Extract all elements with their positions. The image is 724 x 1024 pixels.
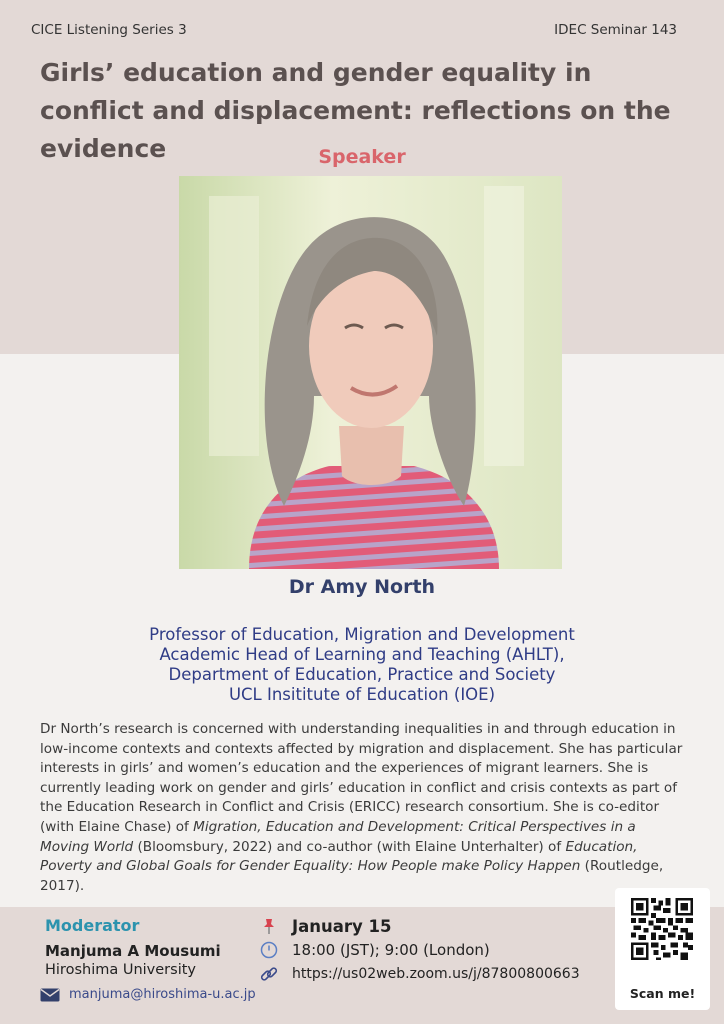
- pushpin-icon: [258, 916, 280, 936]
- moderator-email[interactable]: [40, 987, 256, 1002]
- mail-icon: [40, 988, 60, 1002]
- moderator-university: Hiroshima University: [45, 962, 196, 978]
- affiliation-line: Professor of Education, Migration and Development: [149, 625, 575, 644]
- speaker-name: Dr Amy North: [288, 576, 436, 598]
- speaker-affiliation: [0, 625, 724, 705]
- speaker-portrait: [179, 176, 562, 569]
- seminar-label: IDEC Seminar 143: [554, 22, 677, 38]
- speaker-bio: [40, 720, 688, 896]
- event-title: Girls’ education and gender equality in conflict and displacement: reflections on the evidence: [40, 58, 671, 163]
- affiliation-line: Department of Education, Practice and Society: [168, 665, 556, 684]
- moderator-label: Moderator: [45, 916, 140, 935]
- bio-text: Dr North’s research is concerned with understanding inequalities in and through education in low-income contexts and contexts affected by migration and displacement. She has particular interests in girls’ and women’s education and the experiences of migrant learners. She is currently leading work on gender and girls’ education in conflict and crisis contexts as part of the Education Research in Conflict and Crisis (ERICC) research consortium. She is co-editor (with Elaine Chase) of: [40, 721, 683, 835]
- speaker-heading: Speaker: [318, 146, 406, 168]
- moderator-name: Manjuma A Mousumi: [45, 942, 221, 960]
- affiliation-line: UCL Insititute of Education (IOE): [228, 685, 496, 704]
- qr-code-icon: [631, 898, 693, 960]
- series-label: CICE Listening Series 3: [31, 22, 187, 38]
- event-time-row: [258, 940, 490, 960]
- book-title: Migration, Education and Development: Critical Perspectives in a Moving World: [40, 818, 636, 855]
- event-date-row: [258, 916, 392, 936]
- link-icon: [258, 964, 280, 984]
- scan-caption: Scan me!: [629, 986, 696, 1001]
- bio-text: (Routledge, 2017).: [40, 858, 664, 894]
- event-time: 18:00 (JST); 9:00 (London): [292, 941, 490, 959]
- event-link-row[interactable]: [258, 964, 580, 984]
- bio-text: (Bloomsbury, 2022) and co-author (with Elaine Unterhalter) of: [133, 838, 566, 855]
- affiliation-line: Academic Head of Learning and Teaching (AHLT),: [159, 645, 565, 664]
- email-address[interactable]: manjuma@hiroshima-u.ac.jp: [69, 987, 256, 1002]
- clock-icon: [258, 940, 280, 960]
- qr-card[interactable]: [615, 888, 710, 1010]
- zoom-link[interactable]: https://us02web.zoom.us/j/87800800663: [292, 966, 580, 982]
- event-date: January 15: [292, 916, 392, 936]
- book-title: Education, Poverty and Global Goals for Gender Equality: How People make Policy Happen: [40, 838, 638, 875]
